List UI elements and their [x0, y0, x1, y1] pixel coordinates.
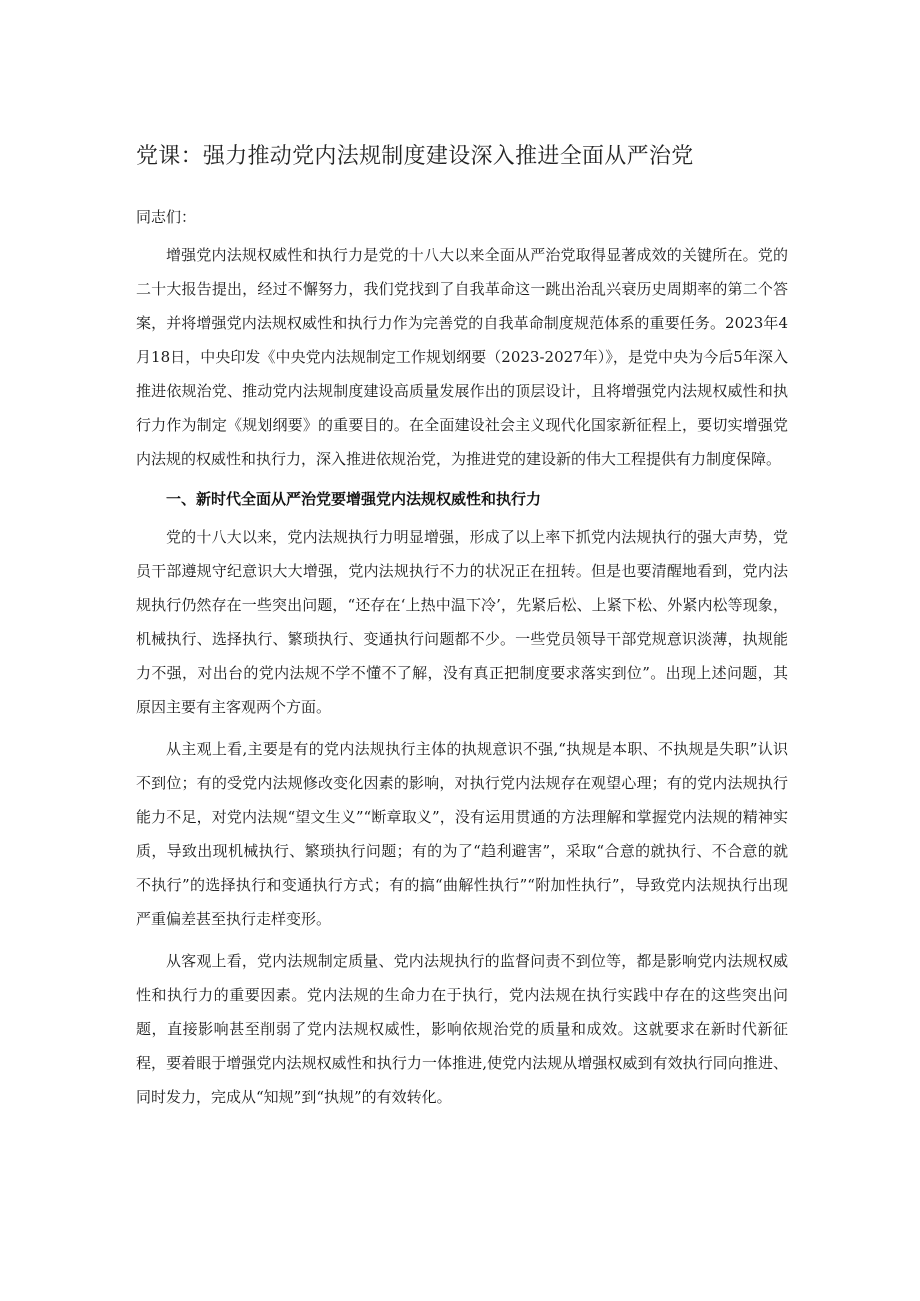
section-heading-1: 一、新时代全面从严治党要增强党内法规权威性和执行力 — [166, 490, 542, 508]
document-body — [136, 140, 788, 1114]
paragraph-intro: 增强党内法规权威性和执行力是党的十八大以来全面从严治党取得显著成效的关键所在。党的二十大报告提出，经过不懈努力，我们党找到了自我革命这一跳出治乱兴衰历史周期率的第二个答案，并将增强党内法规权威性和执行力作为完善党的自我革命制度规范体系的重要任务。2023年4月18日，中央印发《中央党内法规制定工作规划纲要（2023-2027年）》，是党中央为今后5年深入推进依规治党、推动党内法规制度建设高质量发展作出的顶层设计，且将增强党内法规权威性和执行力作为制定《规划纲要》的重要目的。在全面建设社会主义现代化国家新征程上，要切实增强党内法规的权威性和执行力，深入推进依规治党，为推进党的建设新的伟大工程提供有力制度保障。 — [136, 246, 788, 468]
paragraph-section1-1: 党的十八大以来，党内法规执行力明显增强，形成了以上率下抓党内法规执行的强大声势，党员干部遵规守纪意识大大增强，党内法规执行不力的状况正在扭转。但是也要清醒地看到，党内法规执行仍然存在一些突出问题，“还存在‘上热中温下冷’，先紧后松、上紧下松、外紧内松等现象，机械执行、选择执行、繁琐执行、变通执行问题都不少。一些党员领导干部党规意识淡薄，执规能力不强，对出台的党内法规不学不懂不了解，没有真正把制度要求落实到位”。出现上述问题，其原因主要有主客观两个方面。 — [136, 528, 788, 716]
paragraph-section1-3: 从客观上看，党内法规制定质量、党内法规执行的监督问责不到位等，都是影响党内法规权威性和执行力的重要因素。党内法规的生命力在于执行，党内法规在执行实践中存在的这些突出问题，直接影响甚至削弱了党内法规权威性，影响依规治党的质量和成效。这就要求在新时代新征程，要着眼于增强党内法规权威性和执行力一体推进,使党内法规从增强权威到有效执行同向推进、同时发力，完成从“知规”到“执规”的有效转化。 — [136, 952, 788, 1106]
paragraph-section1-2: 从主观上看,主要是有的党内法规执行主体的执规意识不强,“执规是本职、不执规是失职”认识不到位；有的受党内法规修改变化因素的影响，对执行党内法规存在观望心理；有的党内法规执行能力不足，对党内法规“望文生义”“断章取义”，没有运用贯通的方法理解和掌握党内法规的精神实质，导致出现机械执行、繁琐执行问题；有的为了“趋利避害”，采取“合意的就执行、不合意的就不执行”的选择执行和变通执行方式；有的搞“曲解性执行”“附加性执行”，导致党内法规执行出现严重偏差甚至执行走样变形。 — [136, 740, 788, 928]
document-title: 党课：强力推动党内法规制度建设深入推进全面从严治党 — [136, 144, 694, 169]
salutation: 同志们： — [136, 208, 197, 226]
